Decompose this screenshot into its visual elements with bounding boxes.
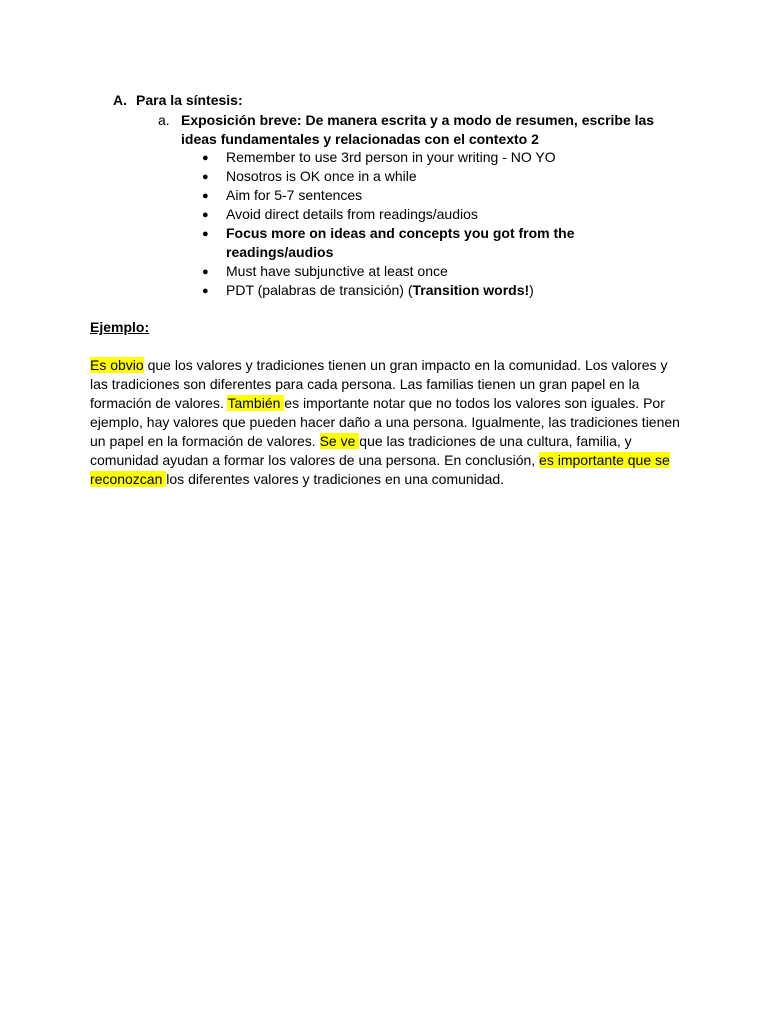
- bullet-item: Nosotros is OK once in a while: [226, 168, 417, 184]
- paragraph-text: un papel en la formación de valores.: [90, 433, 320, 449]
- bullet-item: Aim for 5-7 sentences: [226, 187, 363, 203]
- bullet-icon: ●: [202, 190, 209, 202]
- section-marker: A.: [113, 92, 127, 108]
- bullet-icon: ●: [202, 152, 209, 164]
- paragraph-text: formación de valores.: [90, 395, 228, 411]
- highlighted-phrase: También: [227, 395, 285, 411]
- example-line-4: ejemplo, hay valores que pueden hacer daño a una persona. Igualmente, las tradiciones tienen: [90, 414, 680, 430]
- paragraph-text: es importante notar que no todos los valores son iguales. Por: [284, 395, 665, 411]
- bullet-item: Avoid direct details from readings/audios: [226, 206, 478, 222]
- subsection-title-line-1: Exposición breve: De manera escrita y a modo de resumen, escribe las: [181, 112, 655, 128]
- example-heading: Ejemplo:: [90, 319, 150, 335]
- bullet-item-transition: [226, 281, 534, 300]
- bullet-item: Must have subjunctive at least once: [226, 263, 448, 279]
- paragraph-text: comunidad ayudan a formar los valores de una persona. En conclusión,: [90, 452, 540, 468]
- subsection-title-line-2: ideas fundamentales y relacionadas con el contexto 2: [181, 131, 539, 147]
- highlighted-phrase: es importante que se: [539, 452, 670, 468]
- bullet-icon: ●: [202, 266, 209, 278]
- example-line-7: [90, 470, 504, 489]
- highlighted-phrase: Es obvio: [90, 357, 144, 373]
- example-line-5: [90, 432, 632, 451]
- bullet-text: ): [529, 282, 534, 298]
- example-line-2: las tradiciones son diferentes para cada persona. Las familias tienen un gran papel en la: [90, 376, 640, 392]
- bullet-item: Remember to use 3rd person in your writing - NO YO: [226, 149, 556, 165]
- example-line-1: [90, 356, 667, 375]
- highlighted-phrase: reconozcan: [90, 471, 167, 487]
- bullet-item-bold-line-1: Focus more on ideas and concepts you got from the: [226, 225, 575, 241]
- bullet-item-bold-line-2: readings/audios: [226, 244, 334, 260]
- bullet-text-bold: Transition words!: [412, 282, 530, 298]
- paragraph-text: los diferentes valores y tradiciones en una comunidad.: [166, 471, 505, 487]
- bullet-text: PDT (palabras de transición) (: [226, 282, 413, 298]
- subsection-marker: a.: [158, 112, 170, 128]
- paragraph-text: que las tradiciones de una cultura, familia, y: [359, 433, 632, 449]
- bullet-icon: ●: [202, 285, 209, 297]
- example-line-6: [90, 451, 670, 470]
- example-line-3: [90, 394, 665, 413]
- section-title: Para la síntesis:: [136, 92, 243, 108]
- paragraph-text: que los valores y tradiciones tienen un gran impacto en la comunidad. Los valores y: [143, 357, 668, 373]
- bullet-icon: ●: [202, 209, 209, 221]
- bullet-icon: ●: [202, 228, 209, 240]
- bullet-icon: ●: [202, 171, 209, 183]
- highlighted-phrase: Se ve: [319, 433, 360, 449]
